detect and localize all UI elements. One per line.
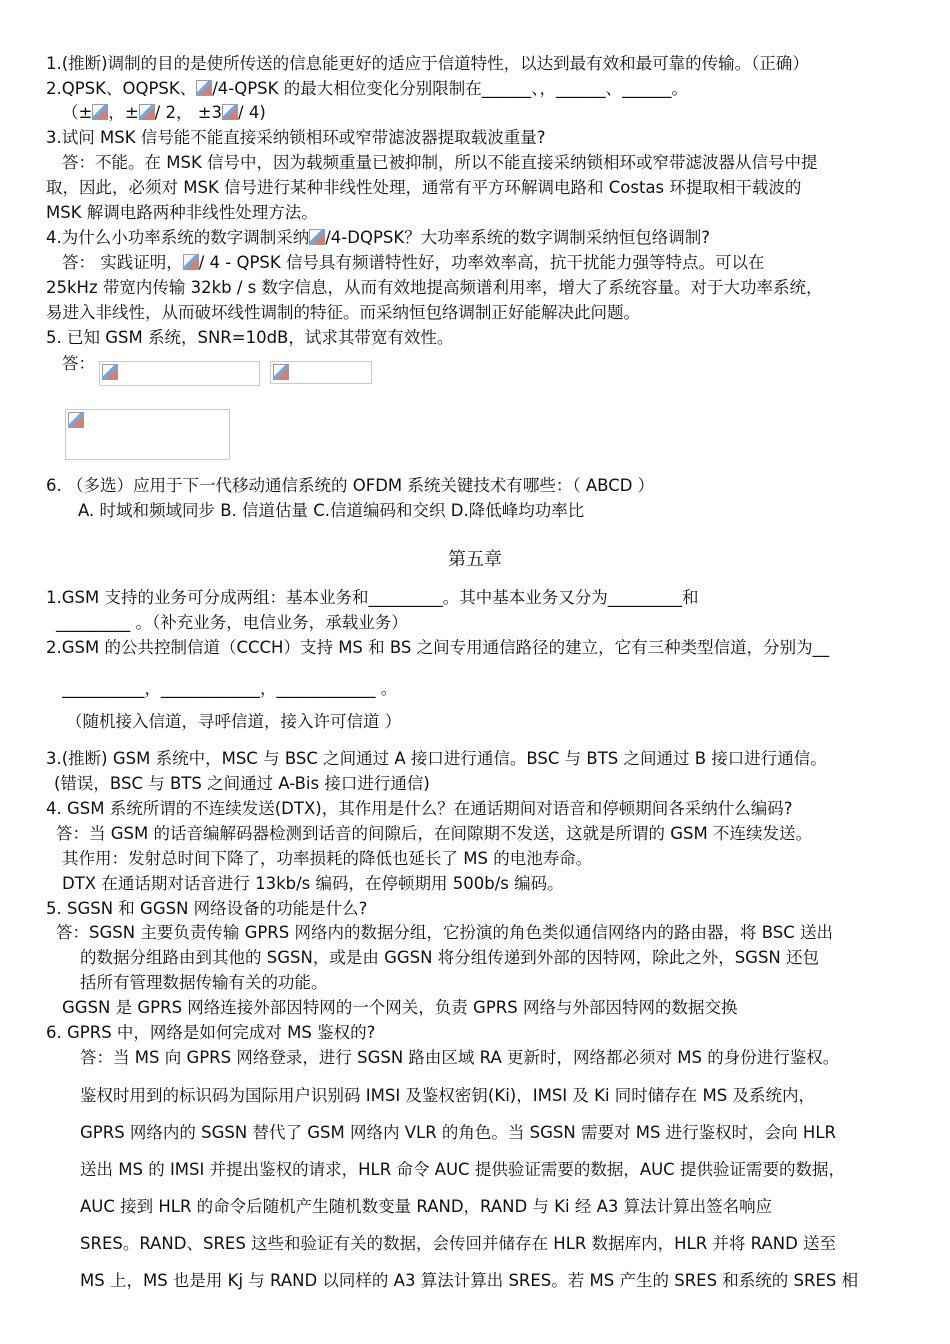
text-line: 5. 已知 GSM 系统，SNR=10dB，试求其带宽有效性。 (46, 328, 454, 347)
text-line: （随机接入信道，寻呼信道，接入许可信道 ） (66, 712, 402, 731)
text-line: A. 时域和频域同步 B. 信道估量 C.信道编码和交织 D.降低峰均功率比 (78, 501, 585, 520)
text-line (46, 227, 710, 249)
text-line: (错误，BSC 与 BTS 之间通过 A-Bis 接口进行通信) (54, 774, 430, 793)
text-line: 4. GSM 系统所谓的不连续发送(DTX)，其作用是什么？在通话期间对语音和停顿期间各采纳什么编码? (46, 799, 793, 818)
formula-image (65, 409, 230, 460)
text-line: AUC 接到 HLR 的命令后随机产生随机数变量 RAND，RAND 与 Ki 经 A3 算法计算出签名响应 (80, 1197, 773, 1216)
text-span: ，± (108, 103, 139, 122)
broken-image-icon (68, 412, 84, 428)
text-line: _________ 。（补充业务，电信业务，承载业务） (56, 613, 408, 632)
text-line: 3.试问 MSK 信号能不能直接采纳锁相环或窄带滤波器提取载波重量? (46, 128, 546, 147)
text-line: 送出 MS 的 IMSI 并提出鉴权的请求，HLR 命令 AUC 提供验证需要的数据，AUC 提供验证需要的数据， (80, 1160, 845, 1179)
text-line: __________，____________，____________ 。 (62, 679, 398, 698)
text-line: GPRS 网络内的 SGSN 替代了 GSM 网络内 VLR 的角色。当 SGSN 需要对 MS 进行鉴权时，会向 HLR (80, 1123, 836, 1142)
text-line: MSK 解调电路两种非线性处理方法。 (46, 203, 318, 222)
text-span: 2.QPSK、OQPSK、 (46, 79, 197, 98)
text-span: /4-DQPSK？大功率系统的数字调制采纳恒包络调制? (325, 228, 710, 247)
text-line: 3.(推断) GSM 系统中，MSC 与 BSC 之间通过 A 接口进行通信。BSC 与 BTS 之间通过 B 接口进行通信。 (46, 749, 827, 768)
text-span: /4-QPSK 的最大相位变化分别限制在______、，______、______。 (212, 79, 688, 98)
broken-image-icon (309, 229, 325, 245)
text-line: 取，因此，必须对 MSK 信号进行某种非线性处理，通常有平方环解调电路和 Costas 环提取相干载波的 (46, 178, 802, 197)
text-line: GGSN 是 GPRS 网络连接外部因特网的一个网关，负责 GPRS 网络与外部因特网的数据交换 (62, 998, 738, 1017)
chapter-title: 第五章 (448, 549, 502, 570)
broken-image-icon (139, 104, 155, 120)
broken-image-icon (196, 80, 212, 96)
text-line: 的数据分组路由到其他的 SGSN，或是由 GGSN 将分组传递到外部的因特网，除此之外，SGSN 还包 (80, 948, 820, 967)
text-span: 答： 实践证明， (62, 253, 183, 272)
broken-image-icon (183, 254, 199, 270)
text-line: 其作用：发射总时间下降了，功率损耗的降低也延长了 MS 的电池寿命。 (62, 849, 593, 868)
text-span: / 2， ±3 (154, 103, 223, 122)
text-line: 答：当 MS 向 GPRS 网络登录，进行 SGSN 路由区域 RA 更新时，网络都必须对 MS 的身份进行鉴权。 (80, 1048, 840, 1067)
text-line (62, 102, 266, 124)
broken-image-icon (102, 364, 118, 380)
text-line: 1.(推断)调制的目的是使所传送的信息能更好的适应于信道特性，以达到最有效和最可靠的传输。（正确） (46, 54, 809, 73)
text-line: 答： (62, 354, 95, 373)
text-line: DTX 在通话期对话音进行 13kb/s 编码，在停顿期用 500b/s 编码。 (62, 874, 564, 893)
text-span: 4.为什么小功率系统的数字调制采纳 (46, 228, 310, 247)
formula-image (99, 361, 260, 386)
formula-image (270, 361, 372, 384)
text-line: SRES。RAND、SRES 这些和验证有关的数据，会传回并储存在 HLR 数据库内，HLR 并将 RAND 送至 (80, 1234, 837, 1253)
text-line: 25kHz 带宽内传输 32kb / s 数字信息，从而有效地提高频谱利用率，增大了系统容量。对于大功率系统， (46, 278, 823, 297)
text-line: 1.GSM 支持的业务可分成两组：基本业务和_________。其中基本业务又分为_________和 (46, 588, 699, 607)
text-span: / 4 - QPSK 信号具有频谱特性好，功率效率高，抗干扰能力强等特点。可以在 (198, 253, 765, 272)
text-line: 括所有管理数据传输有关的功能。 (80, 973, 328, 992)
text-span: / 4) (238, 103, 266, 122)
text-line: MS 上，MS 也是用 Kj 与 RAND 以同样的 A3 算法计算出 SRES。若 MS 产生的 SRES 和系统的 SRES 相 (80, 1271, 859, 1290)
text-line: 答：SGSN 主要负责传输 GPRS 网络内的数据分组，它扮演的角色类似通信网络内的路由器，将 BSC 送出 (56, 923, 833, 942)
broken-image-icon (222, 104, 238, 120)
text-line: 答：不能。在 MSK 信号中，因为载频重量已被抑制，所以不能直接采纳锁相环或窄带滤波器从信号中提 (62, 153, 818, 172)
text-line: 5. SGSN 和 GGSN 网络设备的功能是什么? (46, 899, 368, 918)
text-line: 2.GSM 的公共控制信道（CCCH）支持 MS 和 BS 之间专用通信路径的建立，它有三种类型信道，分别为__ (46, 638, 830, 657)
text-span: （± (62, 103, 93, 122)
text-line: 易进入非线性，从而破坏线性调制的特征。而采纳恒包络调制正好能解决此问题。 (46, 303, 640, 322)
text-line (46, 78, 688, 100)
text-line: 6. （多选）应用于下一代移动通信系统的 OFDM 系统关键技术有哪些：（ ABCD ） (46, 476, 655, 495)
text-line: 6. GPRS 中，网络是如何完成对 MS 鉴权的? (46, 1023, 376, 1042)
broken-image-icon (273, 364, 289, 380)
text-line: 鉴权时用到的标识码为国际用户识别码 IMSI 及鉴权密钥(Ki)，IMSI 及 Ki 同时储存在 MS 及系统内， (80, 1086, 815, 1105)
text-line (62, 252, 764, 274)
text-line: 答：当 GSM 的话音编解码器检测到话音的间隙后，在间隙期不发送，这就是所谓的 GSM 不连续发送。 (56, 824, 812, 843)
broken-image-icon (92, 104, 108, 120)
